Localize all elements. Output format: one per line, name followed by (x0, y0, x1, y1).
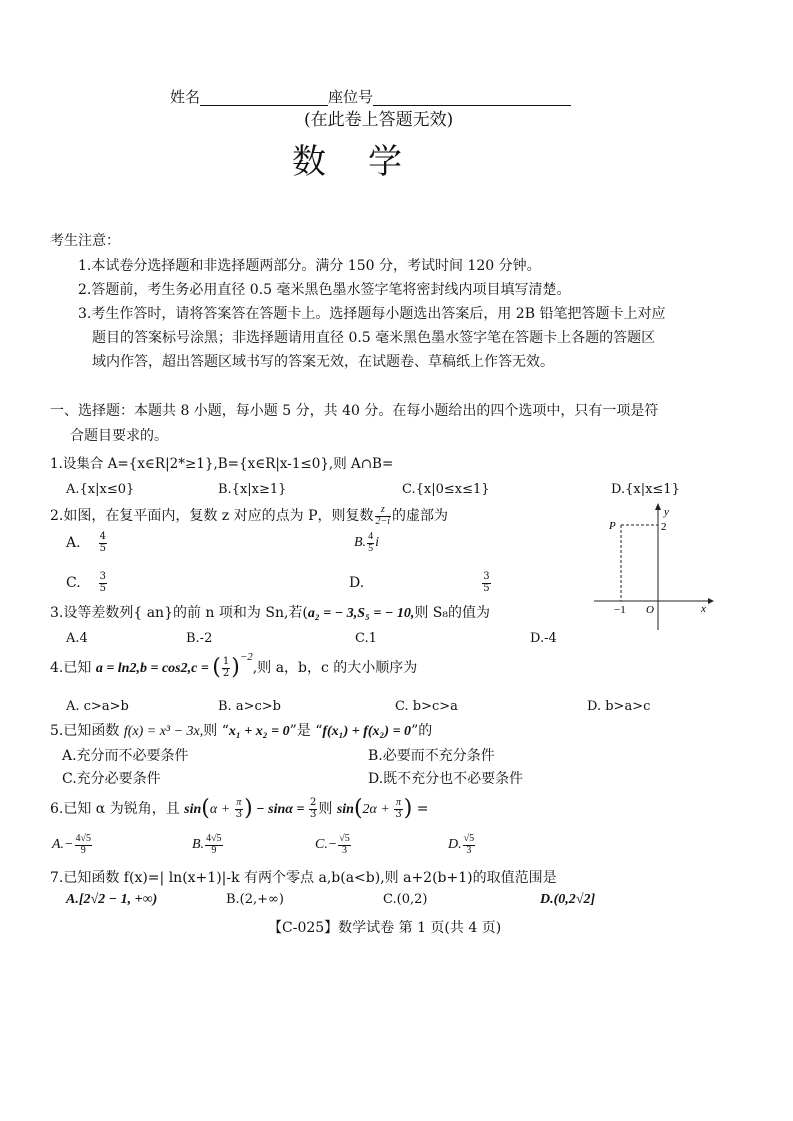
q5-option-b: B.必要而不充分条件 (368, 748, 495, 764)
section-heading-cont: 合题目要求的。 (70, 428, 168, 444)
q4-option-a: A. c>a>b (66, 699, 129, 714)
q3-option-a: A.4 (66, 631, 88, 646)
answer-invalid-note: (在此卷上答题无效) (304, 110, 454, 130)
complex-plane-figure (588, 500, 718, 635)
name-label: 姓名 座位号 (170, 88, 571, 106)
q7-stem: 7.已知函数 f(x)=| ln(x+1)|-k 有两个零点 a,b(a<b),则 a+2(b+1)的取值范围是 (50, 870, 557, 886)
q2-fraction: $\frac{z}{2-i}$ (375, 504, 391, 527)
notice-item-1: 1.本试卷分选择题和非选择题两部分。满分 150 分，考试时间 120 分钟。 (78, 258, 541, 274)
q3-option-b: B.-2 (186, 631, 213, 646)
q6-option-c: C.− $\frac{√5}{3}$ (315, 833, 350, 856)
q3-option-c: C.1 (355, 631, 377, 646)
notice-heading: 考生注意： (50, 233, 120, 249)
notice-item-3: 3.考生作答时，请将答案答在答题卡上。选择题每小题选出答案后，用 2B 铅笔把答题卡上对应 (78, 306, 666, 322)
q3-stem: 3.设等差数列{ an}的前 n 项和为 Sn,若(a₂ = − 3,S₅ = − 10,则 S₈的值为 (50, 605, 491, 621)
notice-item-2: 2.答题前，考生务必用直径 0.5 毫米黑色墨水签字笔将密封线内项目填写清楚。 (78, 282, 571, 298)
q2-option-c: C. $\frac{3}{5}$ (66, 571, 107, 594)
seat-label: 座位号 (328, 88, 374, 106)
q6-option-d: D. $\frac{√5}{3}$ (448, 833, 475, 856)
y-axis-arrow (655, 503, 661, 510)
q7-option-c: C.(0,2) (383, 892, 428, 907)
q6-option-b: B. $\frac{4√5}{9}$ (192, 833, 222, 856)
q4-option-d: D. b>a>c (587, 699, 651, 714)
q1-option-b: B.{x|x≥1} (218, 482, 287, 497)
x-axis-label: x (701, 603, 706, 615)
q2-option-a: A. $\frac{4}{5}$ (66, 531, 106, 554)
q2-option-d: D. $\frac{3}{5}$ (349, 571, 490, 594)
notice-item-3-cont2: 域内作答，超出答题区域书写的答案无效，在试题卷、草稿纸上作答无效。 (92, 354, 554, 370)
q5-option-a: A.充分而不必要条件 (62, 748, 189, 764)
q5-option-d: D.既不充分也不必要条件 (368, 771, 524, 787)
point-p-label: P (609, 520, 616, 532)
q2-stem: 2.如图，在复平面内，复数 z 对应的点为 P，则复数 $\frac{z}{2-i}$ 的虚部为 (50, 504, 449, 527)
q1-option-d: D.{x|x≤1} (611, 482, 680, 497)
subject-title: 数 学 (292, 142, 406, 182)
q4-option-b: B. a>c>b (218, 699, 281, 714)
q7-option-b: B.(2,+∞) (226, 892, 284, 907)
section-heading: 一、选择题：本题共 8 小题，每小题 5 分，共 40 分。在每小题给出的四个选项中，只有一项是符 (50, 403, 659, 419)
q1-option-c: C.{x|0≤x≤1} (402, 482, 490, 497)
q7-option-d: D.(0,2√2] (540, 892, 596, 907)
q5-stem: 5.已知函数 f(x) = x³ − 3x,则 “x₁ + x₂ = 0”是 “f(x₁) + f(x₂) = 0”的 (50, 723, 433, 739)
q7-option-a: A.[2√2 − 1, +∞) (66, 892, 158, 907)
q1-option-a: A.{x|x≤0} (66, 482, 135, 497)
page-footer: 【C-025】数学试卷 第 1 页(共 4 页) (268, 920, 502, 936)
y-tick-label: 2 (661, 521, 667, 533)
q1-stem: 1.设集合 A={x∈R|2*≥1},B={x∈R|x-1≤0},则 A∩B= (50, 456, 394, 472)
x-axis-arrow (708, 598, 714, 604)
q4-stem: 4.已知 a = ln2,b = cos2,c = ( $\frac{1}{2}$ )$^{-2}$,则 a，b，c 的大小顺序为 (50, 651, 418, 680)
q5-option-c: C.充分必要条件 (62, 771, 161, 787)
q6-option-a: A.− $\frac{4√5}{9}$ (52, 833, 91, 856)
notice-item-3-cont1: 题目的答案标号涂黑；非选择题请用直径 0.5 毫米黑色墨水签字笔在答题卡上各题的答题区 (92, 330, 656, 346)
y-axis-label: y (664, 506, 669, 518)
q2-option-b: B. $\frac{4}{5}$ i (354, 531, 379, 554)
x-tick-label: −1 (614, 604, 626, 616)
origin-label: O (646, 604, 654, 616)
q6-stem: 6.已知 α 为锐角，且 sin(α + $\frac{\pi}{3}$ ) − sinα = $\frac{2}{3}$ 则 sin(2α + $\frac{\pi}{3}$ ) = (50, 796, 429, 821)
q4-option-c: C. b>c>a (395, 699, 458, 714)
q3-option-d: D.-4 (530, 631, 557, 646)
q3-condition: a₂ = − 3,S₅ = − 10, (307, 606, 415, 621)
